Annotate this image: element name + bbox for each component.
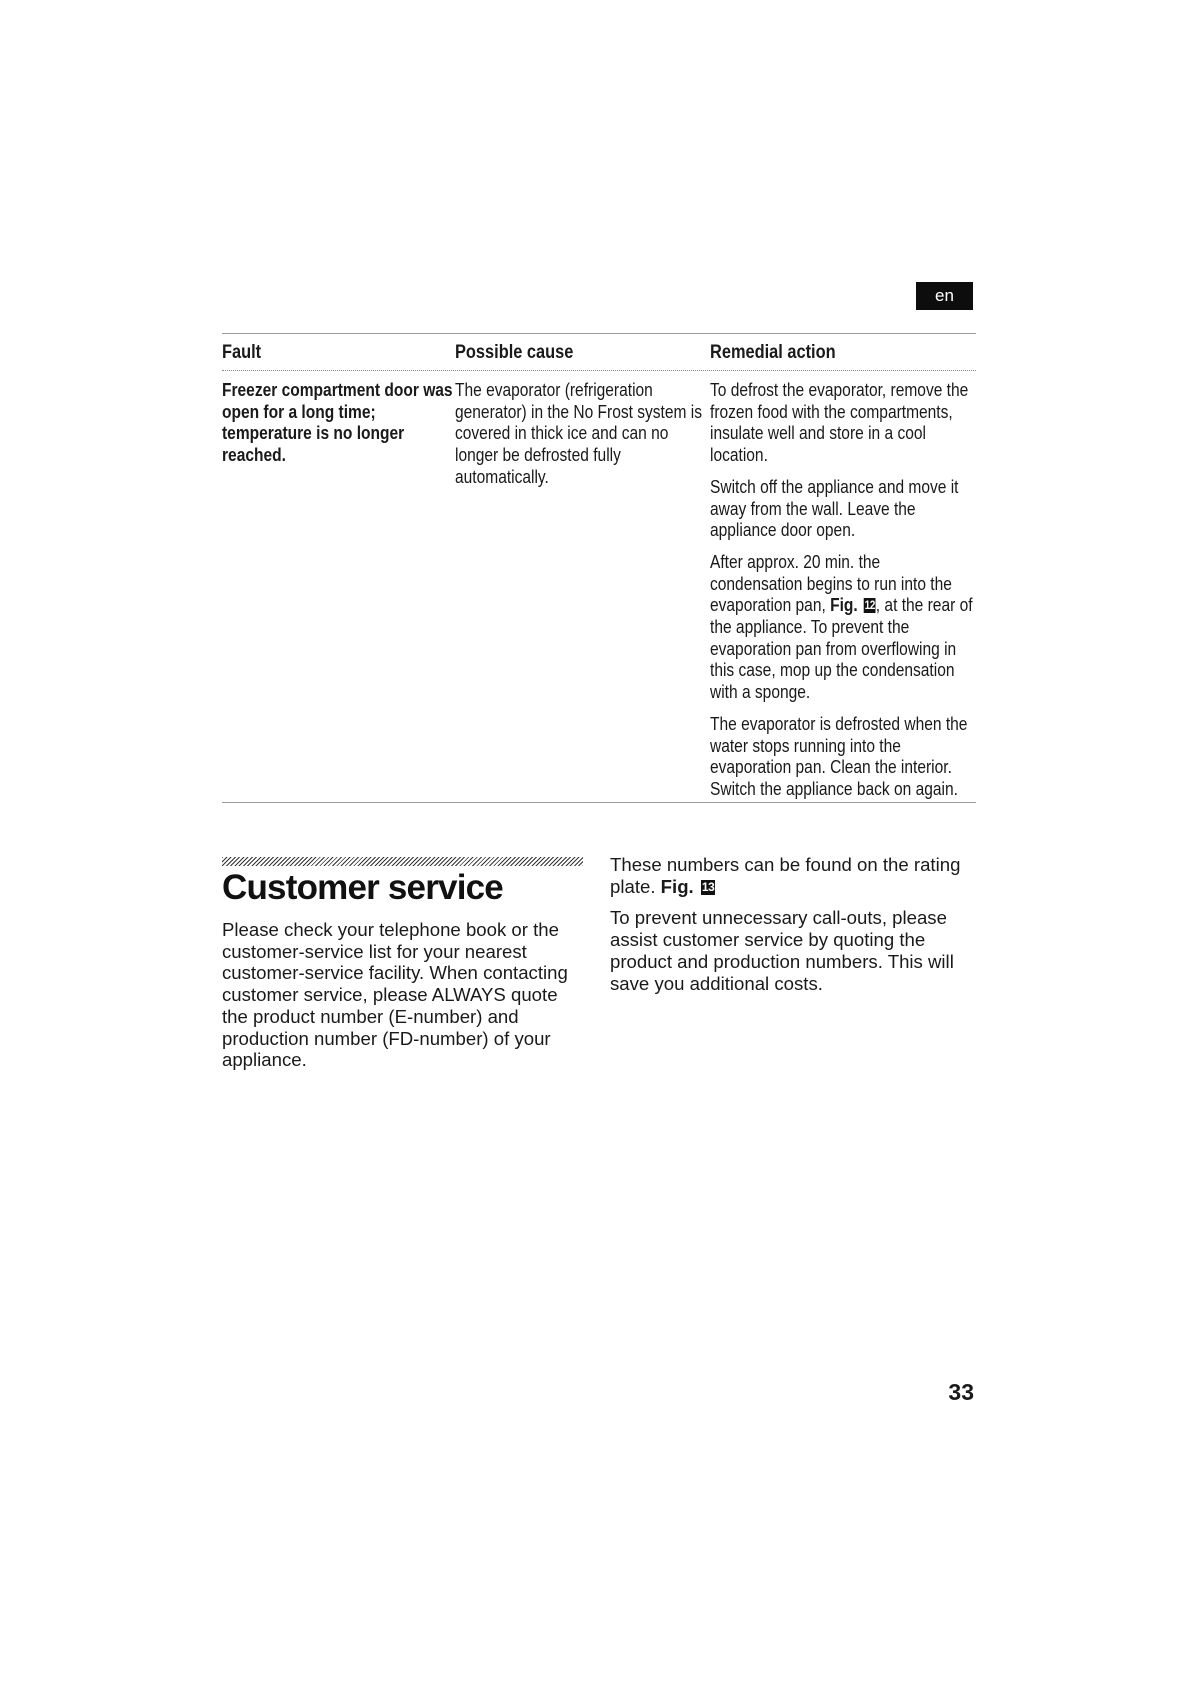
fig-label: Fig.: [660, 875, 694, 897]
remedy-cell: [710, 379, 976, 802]
remedy-paragraph-3: [710, 551, 976, 703]
remedy-text: [710, 379, 976, 800]
customer-service-left-column: [222, 919, 584, 1081]
remedy-paragraph-1: To defrost the evaporator, remove the frozen food with the compartments, insulate well and store in a cool location.: [710, 379, 969, 466]
table-bottom-rule: [222, 802, 976, 803]
fault-cell: [222, 379, 455, 802]
header-fault: Fault: [222, 341, 262, 363]
fault-text: Freezer compartment door was open for a long time; temperature is no longer reached.: [222, 379, 453, 466]
remedy-p3-text-end: , at the rear of the appliance. To prevent the evaporation pan from overflowing in this case, mop up the condensation with a sponge.: [710, 594, 973, 703]
cause-cell: [455, 379, 710, 802]
fault-table: [222, 333, 976, 803]
figure-number-badge: 13: [701, 879, 715, 894]
section-hatch-bar: [222, 857, 583, 866]
header-fault-cell: [222, 342, 455, 366]
header-remedy: Remedial action: [710, 341, 836, 363]
fig-label: Fig.: [830, 594, 858, 616]
header-cause-cell: [455, 342, 710, 366]
remedy-paragraph-4: The evaporator is defrosted when the water stops running into the evaporation pan. Clean the interior. Switch the appliance back on again.: [710, 712, 968, 799]
remedy-p3-text: After approx. 20 min. the condensation begins to run into the evaporation pan,: [710, 550, 952, 616]
section-title: Customer service: [222, 868, 503, 907]
customer-service-paragraph: Please check your telephone book or the customer-service list for your nearest customer-service facility. When contacting customer service, please ALWAYS quote the product number (E-number) and production number (FD-number) of your appliance.: [222, 919, 568, 1071]
table-row: [222, 371, 976, 802]
header-cause: Possible cause: [455, 341, 574, 363]
rating-plate-paragraph: [610, 854, 980, 897]
rating-plate-text: These numbers can be found on the rating plate.: [610, 854, 961, 897]
figure-reference-12: [830, 594, 876, 615]
table-header-row: [222, 334, 976, 366]
figure-number-badge: 12: [864, 598, 875, 613]
cause-text: The evaporator (refrigeration generator) in the No Frost system is covered in thick ice and can no longer be defrosted fully automatically.: [455, 379, 703, 487]
customer-service-right-column: [610, 854, 980, 1004]
remedy-paragraph-2: Switch off the appliance and move it away from the wall. Leave the appliance door open.: [710, 475, 959, 541]
page-number: 33: [948, 1379, 974, 1405]
call-outs-paragraph: To prevent unnecessary call-outs, please assist customer service by quoting the product and production numbers. This will save you additional costs.: [610, 907, 954, 994]
language-badge: en: [916, 282, 973, 310]
header-remedy-cell: [710, 342, 976, 366]
figure-reference-13: [661, 876, 716, 897]
